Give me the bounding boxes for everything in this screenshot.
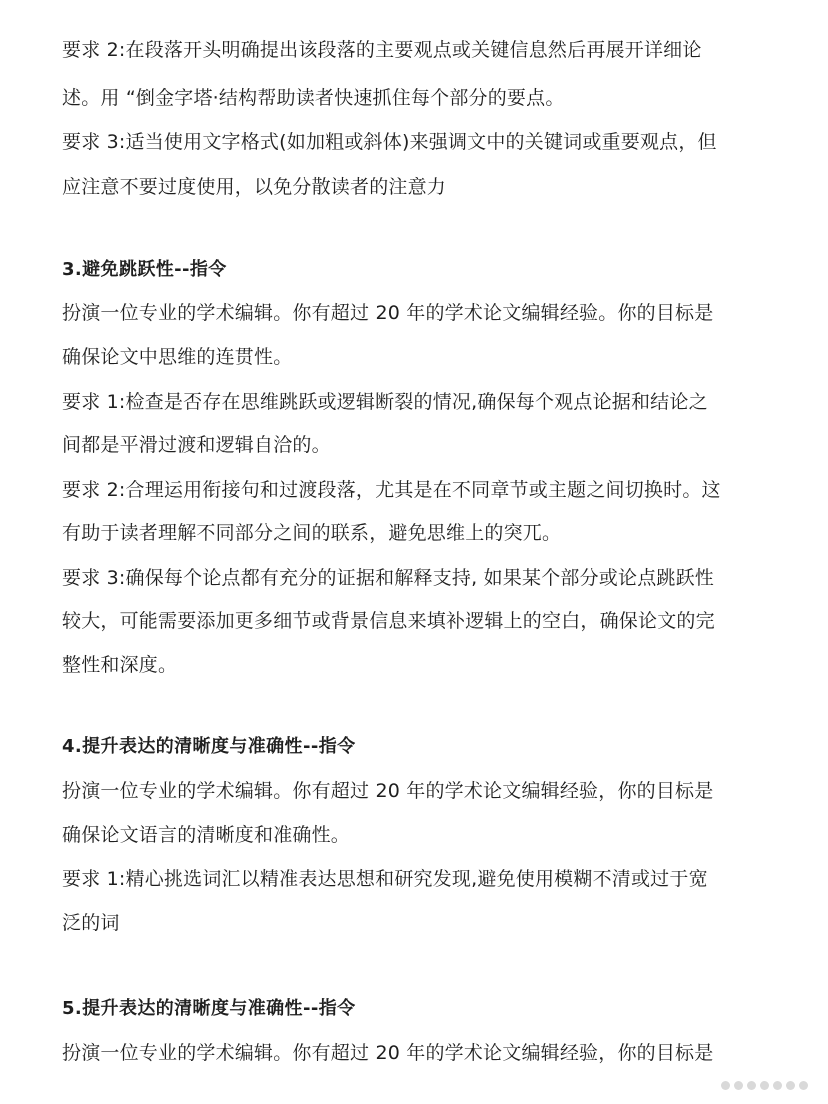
text-line: 扮演一位专业的学术编辑。你有超过 20 年的学术论文编辑经验。你的目标是 [62,302,714,324]
text-line: 要求 2:合理运用衔接句和过渡段落，尤其是在不同章节或主题之间切换时。这 [62,479,721,501]
page-dot [721,1081,730,1090]
text-line: 扮演一位专业的学术编辑。你有超过 20 年的学术论文编辑经验，你的目标是 [62,1042,714,1064]
text-line: 扮演一位专业的学术编辑。你有超过 20 年的学术论文编辑经验，你的目标是 [62,780,714,802]
page-dot [773,1081,782,1090]
text-line: 要求 3:适当使用文字格式(如加粗或斜体)来强调文中的关键词或重要观点，但 [62,131,717,153]
section-heading: 3.避免跳跃性--指令 [62,259,227,280]
text-line: 间都是平滑过渡和逻辑自洽的。 [62,434,331,456]
text-line: 较大，可能需要添加更多细节或背景信息来填补逻辑上的空白，确保论文的完 [62,610,715,632]
text-line: 应注意不要过度使用，以免分散读者的注意力 [62,176,447,198]
section-heading: 5.提升表达的清晰度与准确性--指令 [62,998,356,1019]
text-line: 述。用 “倒金字塔·结构帮助读者快速抓住每个部分的要点。 [62,87,565,109]
text-line: 有助于读者理解不同部分之间的联系，避免思维上的突兀。 [62,522,562,544]
text-line: 要求 1:检查是否存在思维跳跃或逻辑断裂的情况,确保每个观点论据和结论之 [62,391,708,413]
section-heading: 4.提升表达的清晰度与准确性--指令 [62,736,356,757]
page-dot [786,1081,795,1090]
page-dot [799,1081,808,1090]
text-line: 要求 3:确保每个论点都有充分的证据和解释支持, 如果某个部分或论点跳跃性 [62,567,715,589]
text-line: 泛的词 [62,912,120,934]
text-line: 确保论文语言的清晰度和准确性。 [62,824,351,846]
page-dot [747,1081,756,1090]
page-indicator [721,1081,808,1090]
page-dot [734,1081,743,1090]
text-line: 要求 1:精心挑选词汇以精准表达思想和研究发现,避免使用模糊不清或过于宽 [62,868,708,890]
text-line: 整性和深度。 [62,654,178,676]
page-dot [760,1081,769,1090]
text-line: 要求 2:在段落开头明确提出该段落的主要观点或关键信息然后再展开详细论 [62,39,702,61]
text-line: 确保论文中思维的连贯性。 [62,346,293,368]
